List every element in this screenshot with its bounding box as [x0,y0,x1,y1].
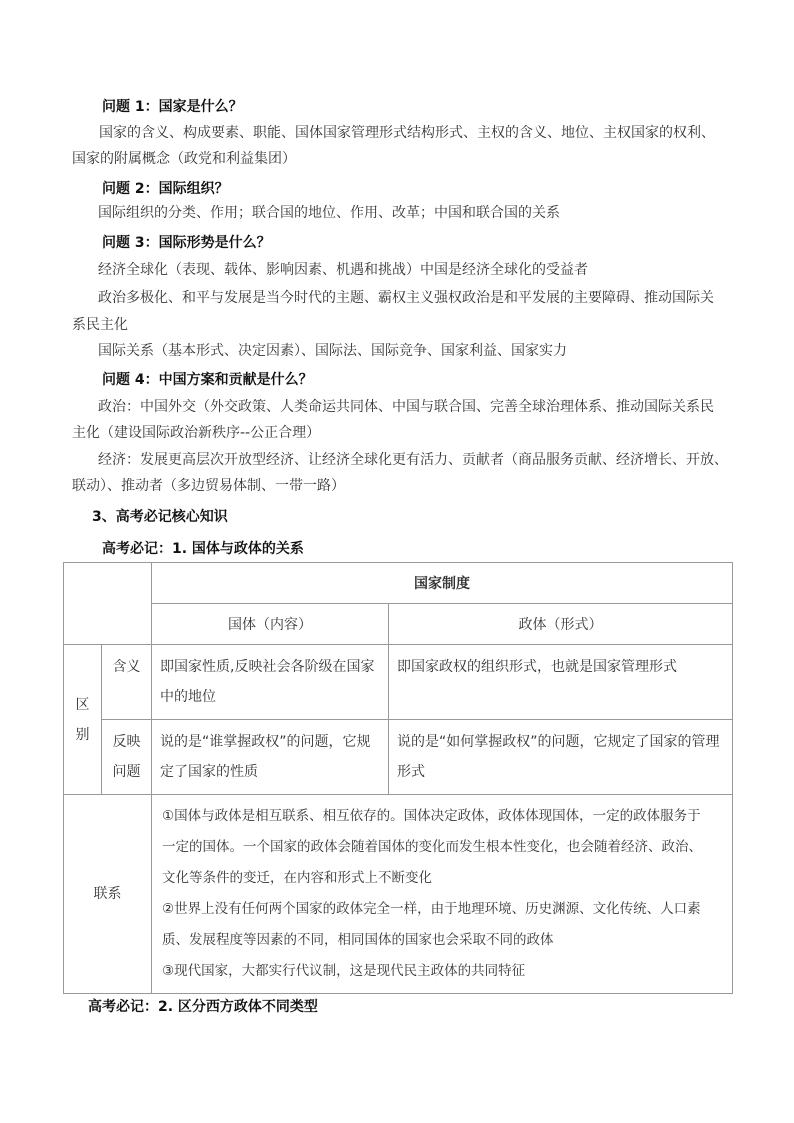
question-3-line-4: 国际关系（基本形式、决定因素）、国际法、国际竞争、国家利益、国家实力 [98,343,567,359]
question-4-line-3: 经济：发展更高层次开放型经济、让经济全球化更有活力、贡献者（商品服务贡献、经济增长、开放、 [98,452,728,468]
meaning-guoti-cell: 即国家性质,反映社会各阶级在国家中的地位 [152,645,389,720]
connection-line: ③现代国家，大都实行代议制，这是现代民主政体的共同特征 [162,963,526,979]
table-corner-cell [64,563,152,645]
column-header-zhengti: 政体（形式） [389,604,733,645]
issue-guoti-cell: 说的是“谁掌握政权”的问题，它规定了国家的性质 [152,720,389,795]
question-4-line-4: 联动）、推动者（多边贸易体制、一带一路） [72,478,345,494]
question-2-title: 问题 2：国际组织？ [102,181,229,197]
table-2-title: 高考必记：2. 区分西方政体不同类型 [88,999,318,1015]
question-1-title: 问题 1：国家是什么？ [102,99,243,115]
table-1-title: 高考必记：1. 国体与政体的关系 [102,541,304,557]
question-2-line-1: 国际组织的分类、作用；联合国的地位、作用、改革；中国和联合国的关系 [98,205,560,221]
connection-line: ②世界上没有任何两个国家的政体完全一样，由于地理环境、历史渊源、文化传统、人口素 [162,901,701,917]
row-label-meaning: 含义 [102,645,152,720]
issue-zhengti-cell: 说的是“如何掌握政权”的问题，它规定了国家的管理形式 [389,720,733,795]
question-3-line-3: 系民主化 [72,317,128,333]
question-4-line-2: 主化（建设国际政治新秩序--公正合理） [72,425,321,441]
question-3-line-1: 经济全球化（表现、载体、影响因素、机遇和挑战）中国是经济全球化的受益者 [98,262,588,278]
column-header-guoti: 国体（内容） [152,604,389,645]
connection-content-cell [152,795,733,994]
question-3-line-2: 政治多极化、和平与发展是当今时代的主题、霸权主义强权政治是和平发展的主要障碍、推动国际关 [98,290,714,306]
connection-line: 质、发展程度等因素的不同，相同国体的国家也会采取不同的政体 [162,932,554,948]
connection-line: 一定的国体。一个国家的政体会随着国体的变化而发生根本性变化，也会随着经济、政治、 [162,839,702,855]
question-1-line-2: 国家的附属概念（政党和利益集团） [72,151,296,167]
meaning-zhengti-cell: 即国家政权的组织形式，也就是国家管理形式 [389,645,733,720]
question-1-line-1: 国家的含义、构成要素、职能、国体国家管理形式结构形式、主权的含义、地位、主权国家的权利、 [99,125,715,141]
section-3-title: 3、高考必记核心知识 [92,509,228,525]
question-4-title: 问题 4：中国方案和贡献是什么？ [102,372,313,388]
question-3-title: 问题 3：国际形势是什么？ [102,235,271,251]
table-header-state-system: 国家制度 [152,563,733,604]
row-group-label-difference: 区别 [64,645,102,795]
connection-line: ①国体与政体是相互联系、相互依存的。国体决定政体，政体体现国体，一定的政体服务于 [162,808,701,824]
row-label-connection: 联系 [64,795,152,994]
question-4-line-1: 政治：中国外交（外交政策、人类命运共同体、中国与联合国、完善全球治理体系、推动国际关系民 [98,399,714,415]
row-label-reflected-issue: 反映问题 [102,720,152,795]
state-system-table [63,562,733,994]
connection-line: 文化等条件的变迁，在内容和形式上不断变化 [162,870,432,886]
